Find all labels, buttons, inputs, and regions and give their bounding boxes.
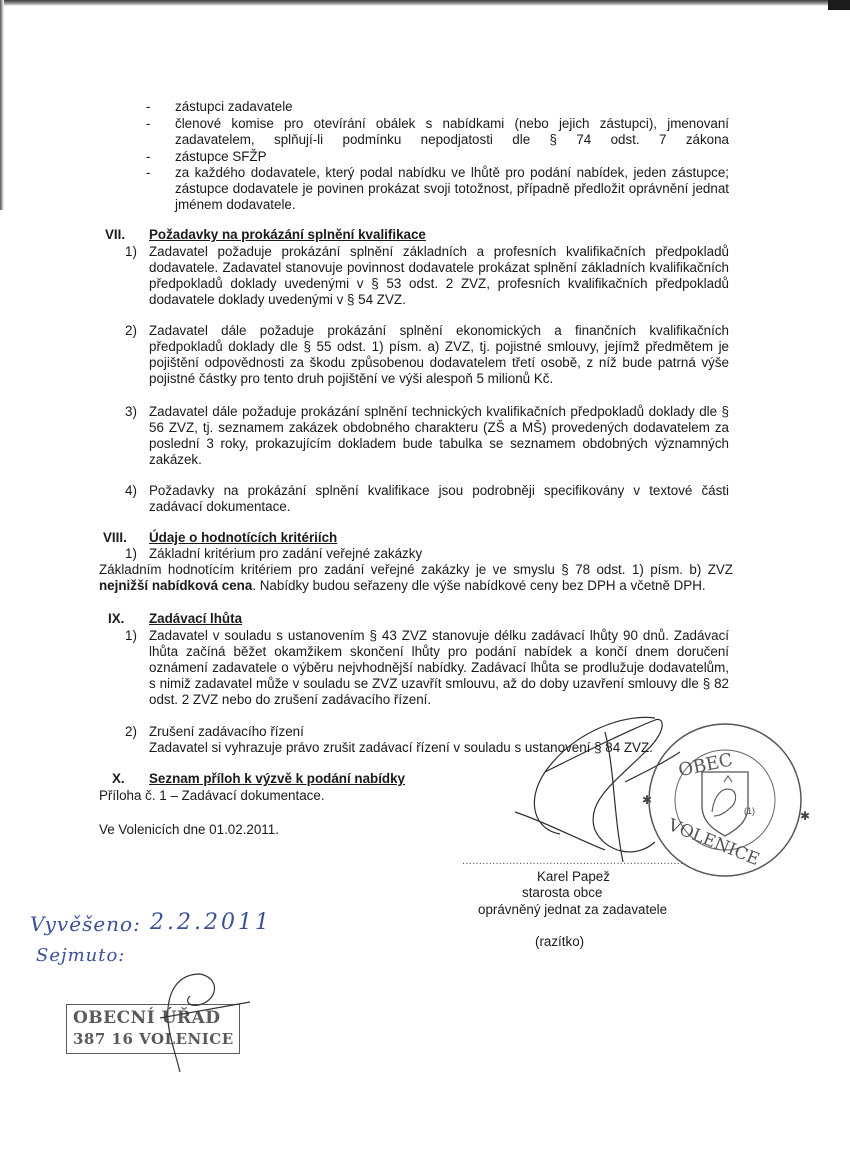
item-number: 2) [125, 323, 137, 338]
signatory-role: starosta obce [522, 885, 603, 900]
scan-edge-left [0, 0, 4, 210]
item-number: 1) [125, 244, 137, 259]
section-paragraph: Zadavatel dále požaduje prokázání splnění technických kvalifikačních předpokladů doklady dle § 56 ZVZ, tj. seznamem zakázek obdobného charakteru (ZŠ a MŠ) provedených dodavatelem za poslední 3 roky, prokazujícím dokladem bude tabulka se seznamem obdobných významných zakázek. [149, 404, 729, 467]
emphasis: nejnižší nabídková cena [99, 578, 253, 593]
section-title: Zadávací lhůta [149, 611, 243, 626]
section-title: Údaje o hodnotících kritériích [149, 530, 338, 545]
office-stamp-signature [140, 968, 260, 1078]
place-date: Ve Volenicích dne 01.02.2011. [99, 822, 279, 837]
bullet-item: za každého dodavatele, který podal nabídku ve lhůtě pro podání nabídek, jeden zástupce; zástupce dodavatele je povinen prokázat svoji totožnost, případně předložit oprávnění jednat jménem dodavatele. [175, 165, 729, 212]
section-number: VII. [105, 227, 126, 242]
item-number: 2) [125, 724, 137, 739]
signatory-authority: oprávněný jednat za zadavatele [478, 902, 668, 917]
bullet-item: zástupce SFŽP [175, 149, 267, 164]
stamp-mark: (1) [744, 806, 755, 816]
signature-dots: .................................................................. [462, 855, 684, 867]
section-paragraph: Zadavatel dále požaduje prokázání splnění ekonomických a finančních kvalifikačních předpokladů doklady dle § 55 odst. 1) písm. a) ZVZ, tj. pojistné smlouvy, jejímž předmětem je pojištění odpovědnosti za škodu způsobenou dodavatelem třetí osobě, z níž bude patrná výše pojistné částky pro tento druh pojištění ve výši alespoň 5 milionů Kč. [149, 323, 729, 386]
section-title: Seznam příloh k výzvě k podání nabídky [149, 771, 405, 786]
star-icon: ✱ [642, 793, 653, 807]
bullet-dash: - [146, 165, 151, 180]
coat-of-arms-icon [702, 772, 748, 836]
star-icon: ✱ [800, 809, 811, 823]
stamp-note: (razítko) [535, 934, 585, 949]
item-number: 1) [125, 628, 137, 643]
section-number: VIII. [103, 530, 127, 545]
section-paragraph: Základním hodnotícím kritériem pro zadání veřejné zakázky je ve smyslu § 78 odst. 1) písm. b) ZVZ nejnižší nabídková cena. Nabídky budou seřazeny dle výše nabídkové ceny bez DPH a včetně DPH. [99, 562, 733, 593]
section-number: X. [112, 771, 125, 786]
item-number: 1) [125, 546, 137, 561]
section-line: Zadavatel si vyhrazuje právo zrušit zadávací řízení v souladu s ustanovení § 84 ZVZ. [149, 740, 653, 755]
bullet-dash: - [146, 149, 151, 164]
bullet-dash: - [146, 99, 151, 114]
subsection-title: Zrušení zadávacího řízení [149, 724, 304, 739]
section-paragraph: Požadavky na prokázání splnění kvalifikace jsou podrobněji specifikovány v textové části zadávací dokumentace. [149, 483, 729, 514]
item-number: 3) [125, 404, 137, 419]
handwritten-removed-label: Sejmuto: [36, 945, 126, 966]
bullet-item: členové komise pro otevírání obálek s nabídkami (nebo jejich zástupci), jmenovaní zadavatelem, splňují-li podmínku nepodjatosti dle § 74 odst. 7 zákona [175, 116, 729, 147]
signatory-name: Karel Papež [537, 869, 610, 884]
section-paragraph: Zadavatel požaduje prokázání splnění základních a profesních kvalifikačních předpokladů dodavatele. Zadavatel stanovuje povinnost dodavatele prokázat splnění základních kvalifikačních předpokladů doklady uvedenými v § 53 odst. 2 ZVZ, profesních kvalifikačních předpokladů dodavatele doklady uvedenými v § 54 ZVZ. [149, 244, 729, 307]
section-line: Příloha č. 1 – Zadávací dokumentace. [99, 788, 325, 803]
stamp-text-top: OBEC [676, 749, 735, 782]
handwritten-posted-date: 2.2.2011 [150, 910, 272, 935]
section-paragraph: Zadavatel v souladu s ustanovením § 43 ZVZ stanovuje délku zadávací lhůty 90 dnů. Zadávací lhůta začíná běžet okamžikem skončení lhůty pro podání nabídek a končí dnem doručení oznámení zadavatele o výběru nejvhodnější nabídky. Zadávací lhůta se prodlužuje dodavatelům, s nimiž zadavatel může v souladu se ZVZ uzavřít smlouvu, až do doby uzavření smlouvy dle § 82 odst. 2 ZVZ nebo do zrušení zadávacího řízení. [149, 628, 729, 707]
office-stamp-line2: 387 16 VOLENICE [73, 1030, 234, 1048]
office-stamp-line1: OBECNÍ ÚŘAD [73, 1008, 221, 1028]
bullet-dash: - [146, 116, 151, 131]
section-number: IX. [108, 611, 125, 626]
bullet-item: zástupci zadavatele [175, 99, 293, 114]
section-title: Požadavky na prokázání splnění kvalifikace [149, 227, 426, 242]
municipal-round-stamp [640, 720, 810, 890]
scan-edge-top [0, 0, 850, 6]
scan-corner-mark [828, 0, 850, 10]
item-number: 4) [125, 483, 137, 498]
stamp-text-bottom: VOLENICE [665, 815, 763, 870]
section-line: Základní kritérium pro zadání veřejné zakázky [149, 546, 423, 561]
handwritten-posted-label: Vyvěšeno: [30, 912, 141, 936]
